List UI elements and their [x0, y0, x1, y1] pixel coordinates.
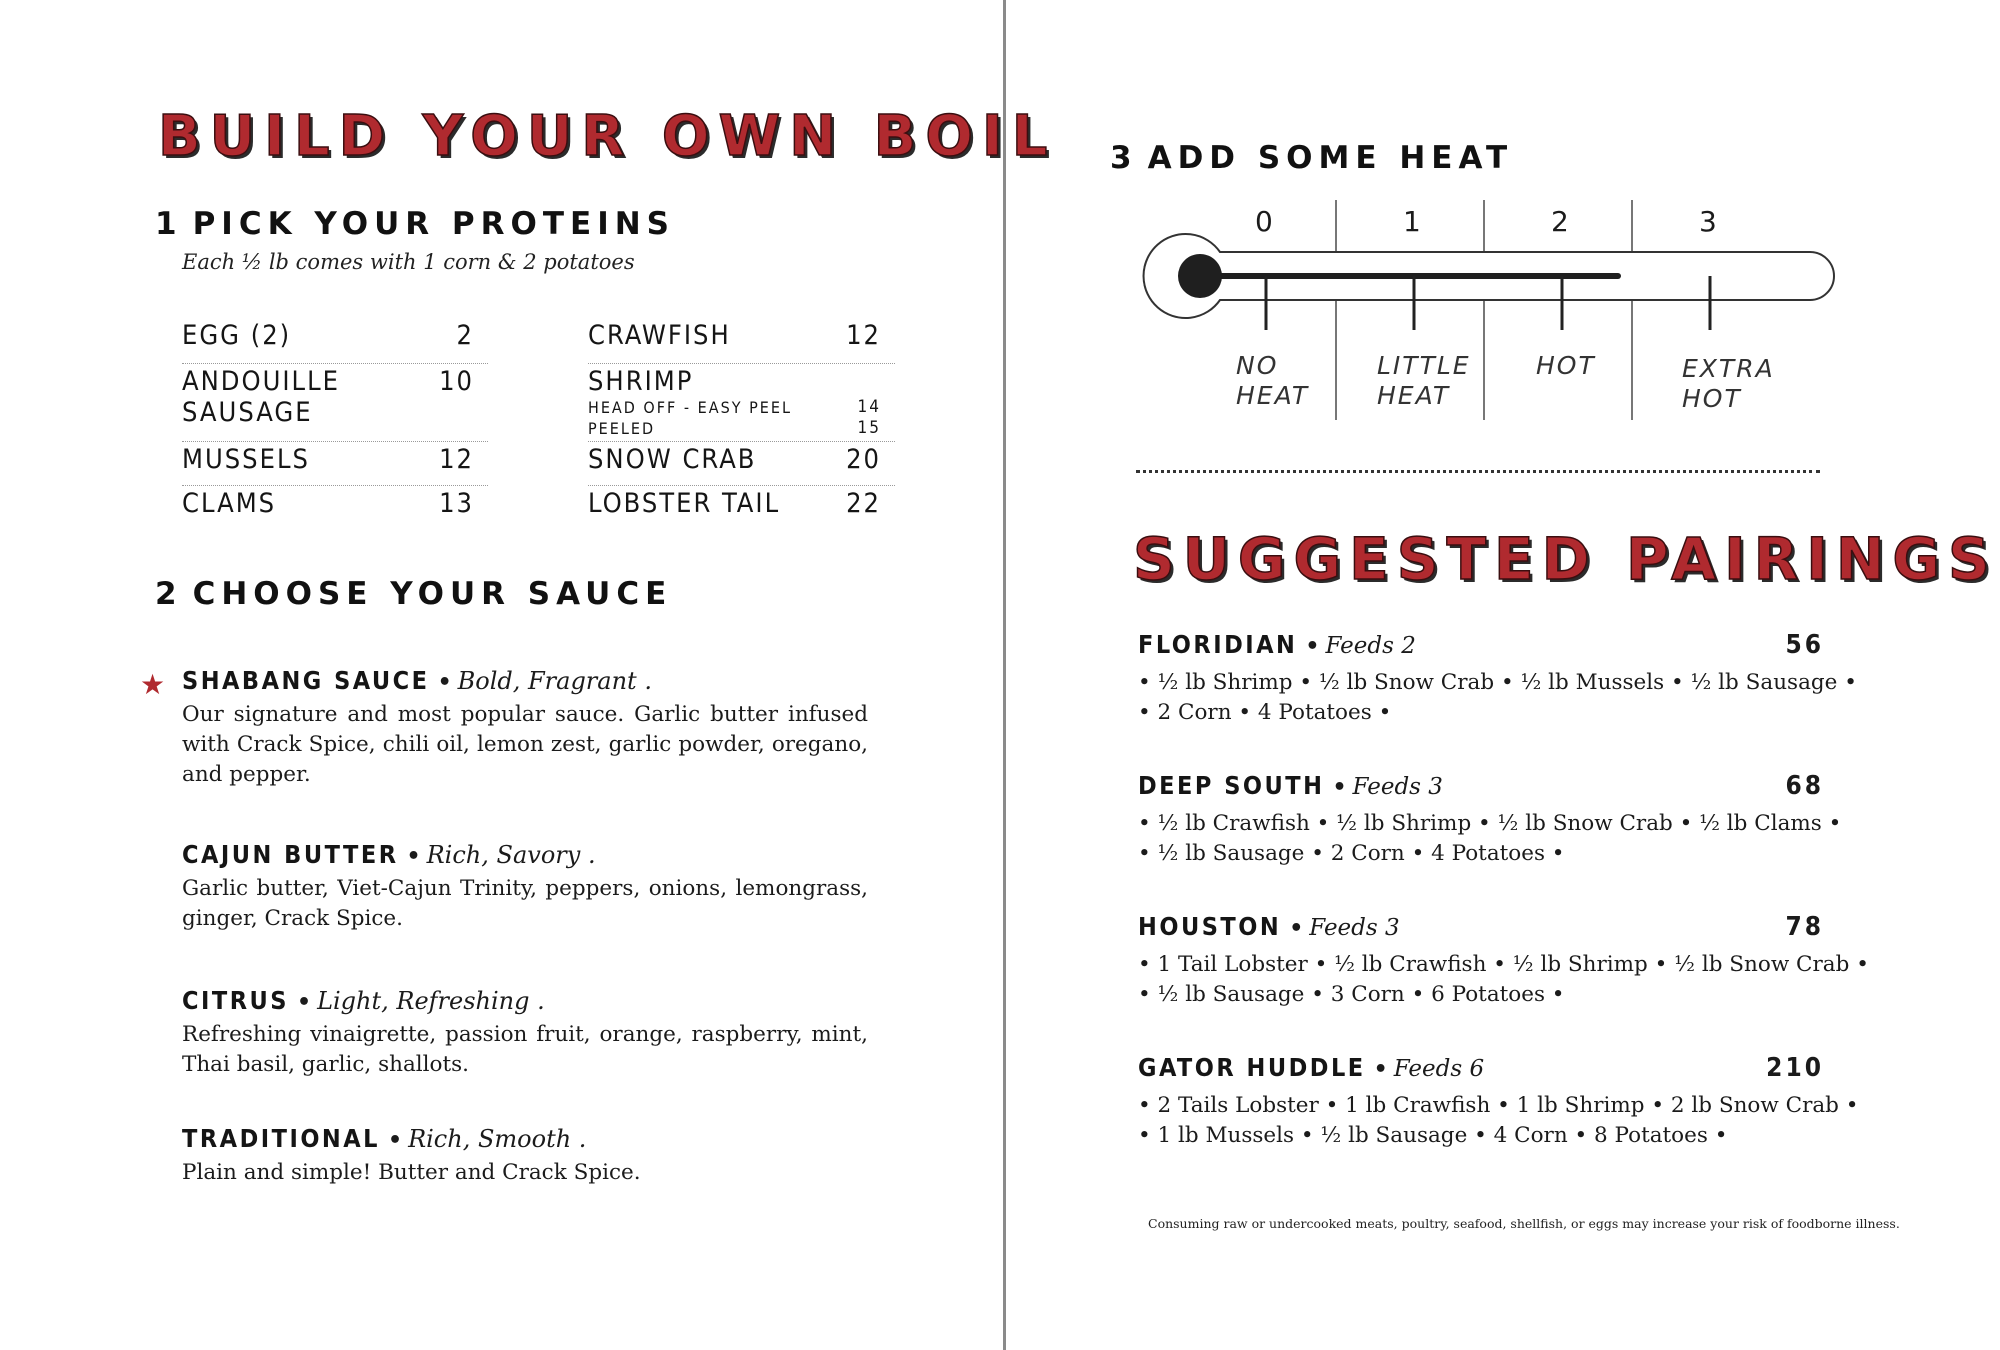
protein-price: 13 — [439, 488, 474, 519]
pairing-contents-line1: • ½ lb Shrimp • ½ lb Snow Crab • ½ lb Mussels • ½ lb Sausage • — [1138, 670, 1857, 695]
heat-level-2: 2 — [1551, 205, 1569, 238]
protein-price: 22 — [846, 488, 881, 519]
protein-name: CLAMS — [182, 488, 277, 519]
sauce-item — [182, 840, 868, 934]
bullet: • — [1373, 1057, 1388, 1082]
pairing-name: HOUSTON — [1138, 912, 1282, 941]
bullet: • — [437, 670, 452, 695]
sauce-line — [182, 986, 868, 1015]
pairing-item — [1138, 1053, 1859, 1151]
heat-level-3: 3 — [1699, 205, 1717, 238]
protein-name: CRAWFISH — [588, 320, 731, 351]
protein-name: SHRIMP — [588, 366, 694, 397]
protein-option-name: PEELED — [588, 419, 656, 438]
pairing-contents-line2: • 1 lb Mussels • ½ lb Sausage • 4 Corn • 8 Potatoes • — [1138, 1123, 1728, 1148]
pairing-contents-line1: • 1 Tail Lobster • ½ lb Crawfish • ½ lb Shrimp • ½ lb Snow Crab • — [1138, 952, 1869, 977]
bullet: • — [388, 1128, 403, 1153]
protein-row — [588, 442, 895, 486]
bullet: • — [1289, 916, 1304, 941]
section-heading-heat — [1110, 140, 1513, 176]
protein-row — [588, 318, 895, 364]
pairing-item — [1138, 912, 1869, 1010]
pairing-price: 68 — [1785, 771, 1824, 801]
heat-label-0 — [1236, 351, 1309, 411]
pairing-contents-line1: • ½ lb Crawfish • ½ lb Shrimp • ½ lb Snow Crab • ½ lb Clams • — [1138, 811, 1842, 836]
sauce-description: Garlic butter, Viet-Cajun Trinity, peppers, onions, lemongrass, ginger, Crack Spice. — [182, 876, 868, 931]
protein-name: EGG (2) — [182, 320, 292, 351]
shrimp-block — [588, 366, 895, 439]
bullet: • — [1332, 775, 1347, 800]
protein-row — [182, 318, 488, 364]
pairing-contents-line2: • 2 Corn • 4 Potatoes • — [1138, 700, 1392, 725]
protein-table-left — [182, 318, 488, 529]
pairing-price: 56 — [1785, 630, 1824, 660]
protein-price: 2 — [456, 320, 474, 351]
section-divider — [1136, 470, 1820, 473]
heat-label-line1: LITTLE — [1377, 351, 1471, 380]
pairing-price: 78 — [1785, 912, 1824, 942]
protein-price: 12 — [439, 444, 474, 475]
sauce-line — [182, 666, 868, 695]
protein-row — [182, 486, 488, 529]
protein-name-line2: SAUSAGE — [182, 397, 313, 428]
sauce-name: CITRUS — [182, 986, 289, 1015]
protein-row — [588, 364, 895, 442]
pairing-name: DEEP SOUTH — [1138, 771, 1325, 800]
protein-price: 20 — [846, 444, 881, 475]
sauce-tagline: Rich, Smooth — [408, 1125, 572, 1153]
protein-table-right — [588, 318, 895, 529]
page-divider — [1003, 0, 1006, 1350]
sauce-line — [182, 1124, 868, 1153]
pairing-header — [1138, 1053, 1824, 1091]
protein-name: SNOW CRAB — [588, 444, 757, 475]
sauce-tagline-period: . — [571, 1125, 587, 1153]
pairing-name: GATOR HUDDLE — [1138, 1053, 1366, 1082]
bullet: • — [1305, 634, 1320, 659]
page-title-build-your-own-boil: BUILD YOUR OWN BOIL — [158, 104, 1057, 169]
bullet: • — [406, 844, 421, 869]
protein-price: 12 — [846, 320, 881, 351]
pairing-header — [1138, 630, 1824, 668]
pairing-contents-line2: • ½ lb Sausage • 2 Corn • 4 Potatoes • — [1138, 841, 1565, 866]
sauce-tagline: Light, Refreshing — [317, 987, 530, 1015]
food-safety-disclaimer: Consuming raw or undercooked meats, poultry, seafood, shellfish, or eggs may increase your risk of foodborne illness. — [1148, 1216, 1900, 1231]
heat-label-line2: HEAT — [1377, 381, 1451, 410]
sauce-item — [182, 986, 868, 1080]
sauce-item — [182, 1124, 868, 1188]
heat-label-line1: EXTRA — [1682, 354, 1775, 383]
heat-label-line2: HEAT — [1236, 381, 1310, 410]
protein-price: 10 — [439, 366, 474, 397]
heat-label-2 — [1536, 351, 1596, 381]
sauce-name: TRADITIONAL — [182, 1124, 380, 1153]
step-label: PICK YOUR PROTEINS — [192, 206, 675, 242]
sauce-tagline: Bold, Fragrant — [457, 667, 637, 695]
bullet: • — [297, 990, 312, 1015]
protein-row — [182, 442, 488, 486]
protein-name: LOBSTER TAIL — [588, 488, 781, 519]
pairing-header — [1138, 771, 1824, 809]
protein-option — [588, 418, 895, 439]
protein-option-price: 15 — [857, 418, 881, 438]
sauce-description: Refreshing vinaigrette, passion fruit, orange, raspberry, mint, Thai basil, garlic, shallots. — [182, 1022, 868, 1077]
section-heading-proteins — [155, 206, 675, 242]
protein-row — [182, 364, 488, 442]
pairing-feeds: Feeds 6 — [1393, 1056, 1485, 1082]
pairing-item — [1138, 771, 1842, 869]
protein-note: Each ½ lb comes with 1 corn & 2 potatoes — [182, 250, 635, 274]
heat-label-line1: NO — [1236, 351, 1279, 380]
pairing-feeds: Feeds 3 — [1309, 915, 1400, 941]
sauce-name: CAJUN BUTTER — [182, 840, 399, 869]
step-number: 3 — [1110, 140, 1138, 176]
heat-label-line1: HOT — [1536, 351, 1596, 380]
heat-label-3 — [1682, 354, 1775, 414]
protein-option-name: HEAD OFF - EASY PEEL — [588, 398, 792, 417]
pairings-title: SUGGESTED PAIRINGS — [1133, 525, 1998, 593]
heat-label-line2: HOT — [1682, 384, 1742, 413]
sauce-tagline: Rich, Savory — [426, 841, 581, 869]
protein-option-price: 14 — [857, 397, 881, 417]
sauce-name: SHABANG SAUCE — [182, 666, 430, 695]
heat-level-0: 0 — [1255, 205, 1273, 238]
step-label: ADD SOME HEAT — [1147, 140, 1514, 176]
thermometer-bulb — [1178, 254, 1222, 298]
sauce-tagline-period: . — [636, 667, 652, 695]
pairing-price: 210 — [1766, 1053, 1824, 1083]
protein-name: MUSSELS — [182, 444, 310, 475]
pairing-name: FLORIDIAN — [1138, 630, 1298, 659]
sauce-description: Our signature and most popular sauce. Garlic butter infused with Crack Spice, chili oil, lemon zest, garlic powder, oregano, and pepper. — [182, 702, 868, 787]
heat-label-1 — [1377, 351, 1471, 411]
star-icon: ★ — [140, 668, 166, 701]
section-heading-sauce — [155, 576, 672, 612]
protein-name — [182, 366, 340, 428]
protein-option — [588, 397, 895, 418]
protein-row — [588, 486, 895, 529]
pairing-contents-line1: • 2 Tails Lobster • 1 lb Crawfish • 1 lb Shrimp • 2 lb Snow Crab • — [1138, 1093, 1859, 1118]
sauce-description: Plain and simple! Butter and Crack Spice. — [182, 1160, 641, 1185]
step-number: 1 — [155, 206, 183, 242]
heat-level-1: 1 — [1403, 205, 1421, 238]
step-number: 2 — [155, 576, 183, 612]
sauce-item — [182, 666, 868, 790]
pairing-feeds: Feeds 3 — [1352, 774, 1443, 800]
protein-name-line1: ANDOUILLE — [182, 366, 340, 397]
sauce-tagline-period: . — [580, 841, 596, 869]
step-label: CHOOSE YOUR SAUCE — [192, 576, 673, 612]
sauce-tagline-period: . — [529, 987, 545, 1015]
pairing-contents-line2: • ½ lb Sausage • 3 Corn • 6 Potatoes • — [1138, 982, 1565, 1007]
pairing-item — [1138, 630, 1857, 728]
pairing-feeds: Feeds 2 — [1325, 633, 1416, 659]
sauce-line — [182, 840, 868, 869]
pairing-header — [1138, 912, 1824, 950]
